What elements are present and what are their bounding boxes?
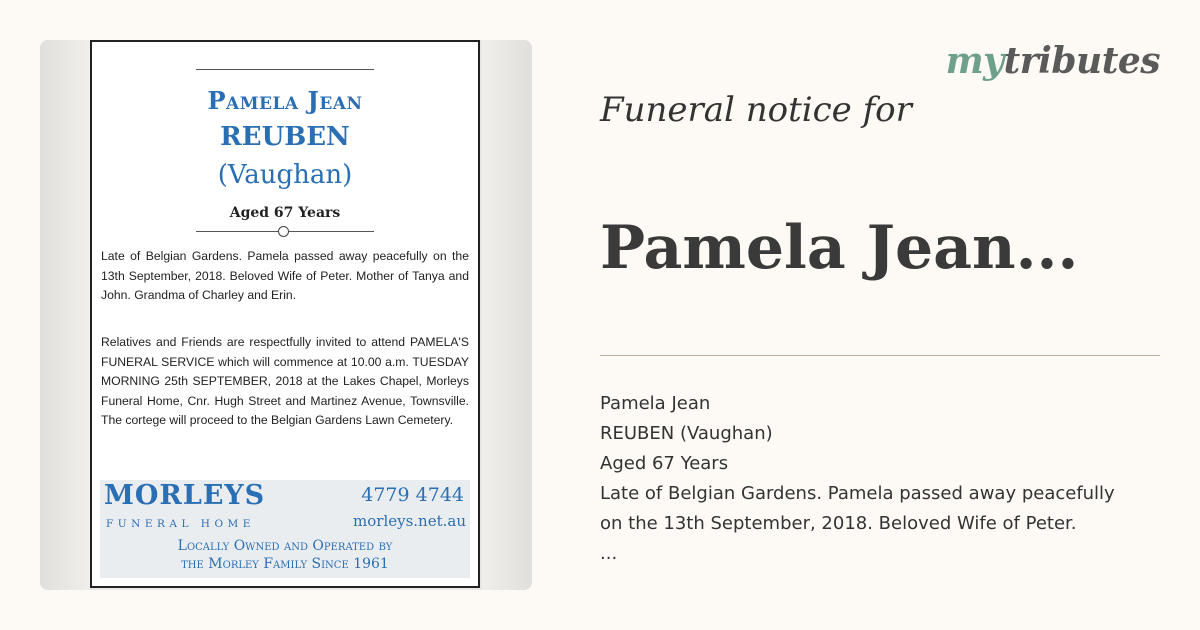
morleys-since: the Morley Family Since 1961 <box>181 556 389 572</box>
ornament-circle <box>278 226 289 237</box>
excerpt-line: on the 13th September, 2018. Beloved Wife of Peter. <box>600 513 1077 534</box>
brand-tributes: tributes <box>1003 40 1160 82</box>
notice-surname: REUBEN <box>220 122 350 152</box>
excerpt-line: ... <box>600 543 618 564</box>
deceased-name: Pamela Jean... <box>600 213 1079 283</box>
notice-paper <box>90 40 480 588</box>
excerpt-line: Pamela Jean <box>600 393 711 414</box>
notice-maiden-name: (Vaughan) <box>217 160 353 190</box>
notice-excerpt <box>600 389 1190 569</box>
excerpt-line: Late of Belgian Gardens. Pamela passed away peacefully <box>600 483 1115 504</box>
morleys-locally-owned: Locally Owned and Operated by <box>177 538 393 554</box>
excerpt-line: Aged 67 Years <box>600 453 729 474</box>
top-rule <box>196 69 374 70</box>
notice-paragraph-1: Late of Belgian Gardens. Pamela passed away peacefully on the 13th September, 2018. Beloved Wife of Peter. Mother of Tanya and John. Grandma of Charley and Erin. <box>101 249 469 302</box>
page-heading: Funeral notice for <box>600 90 912 130</box>
mytributes-logo <box>946 40 1160 82</box>
morleys-phone: 4779 4744 <box>361 484 464 506</box>
notice-first-names: Pamela Jean <box>207 86 363 115</box>
notice-paragraph-2: Relatives and Friends are respectfully invited to attend PAMELA'S FUNERAL SERVICE which will commence at 10.00 a.m. TUESDAY MORNING 25th SEPTEMBER, 2018 at the Lakes Chapel, Morleys Funeral Home, Cnr. Hugh Street and Martinez Avenue, Townsville. The cortege will proceed to the Belgian Gardens Lawn Cemetery. <box>101 335 469 427</box>
notice-age: Aged 67 Years <box>229 205 341 221</box>
excerpt-line: REUBEN (Vaughan) <box>600 423 773 444</box>
brand-my: my <box>945 40 1004 82</box>
divider <box>600 355 1160 356</box>
funeral-notice-image <box>40 40 532 590</box>
morleys-logo: MORLEYS <box>104 480 266 511</box>
morleys-ad <box>100 480 470 578</box>
morleys-subtitle: FUNERAL HOME <box>106 518 255 530</box>
morleys-url: morleys.net.au <box>353 512 466 530</box>
